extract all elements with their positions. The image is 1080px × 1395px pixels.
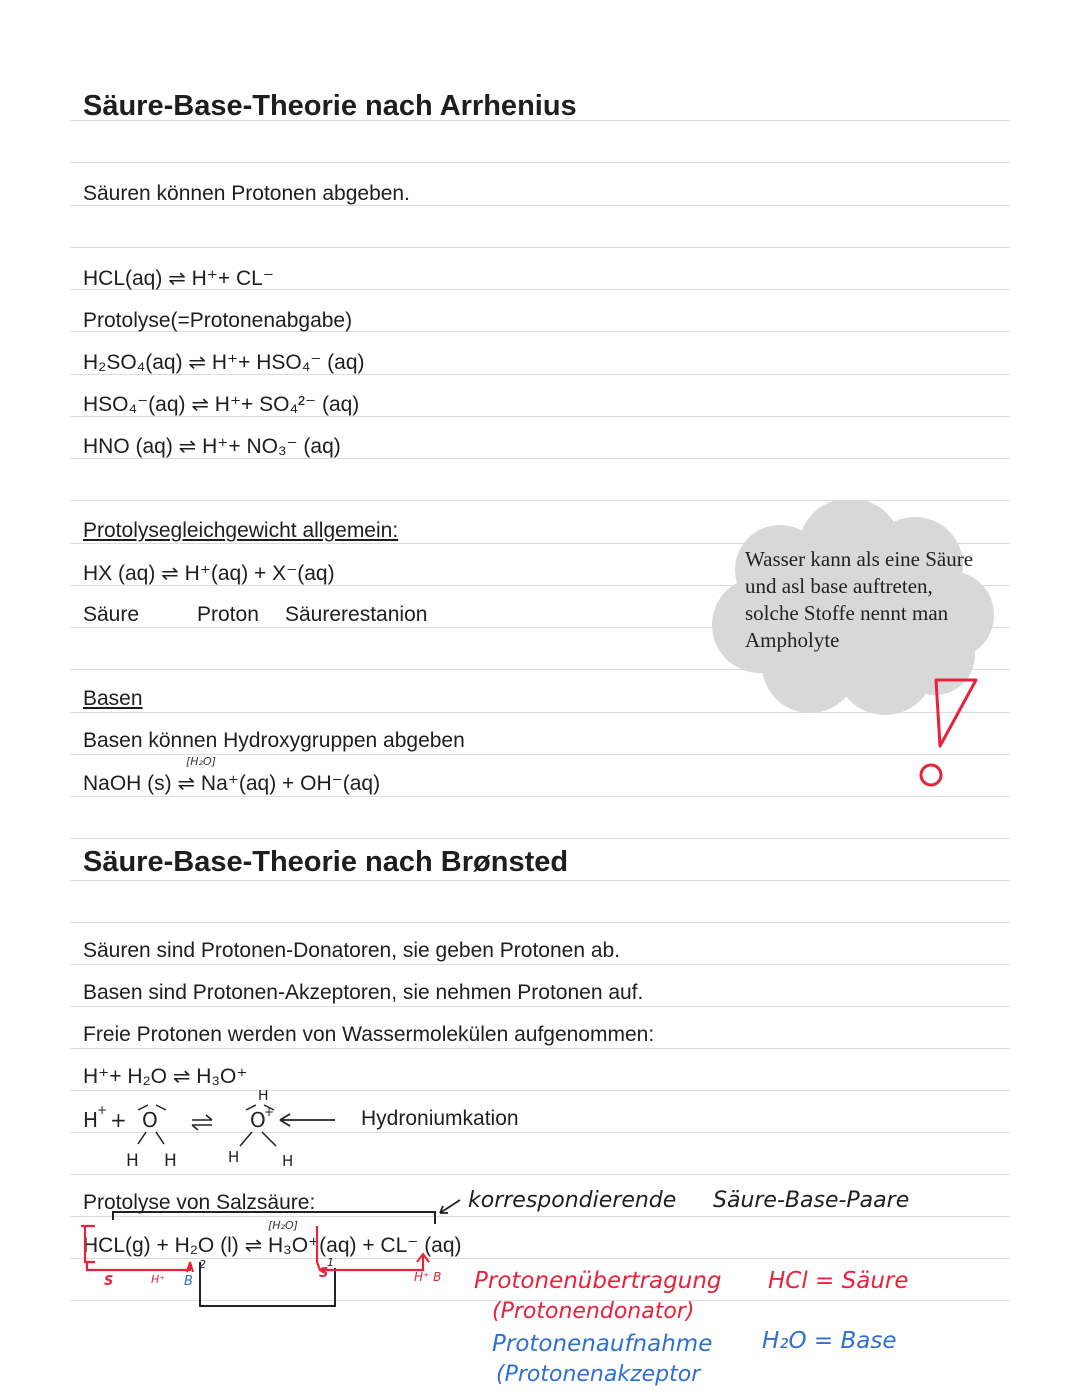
label-index-2: 2 [199,1258,206,1271]
hand-saeure-base-paare: Säure-Base-Paare [713,1188,910,1213]
equation-hydronium: H⁺+ H₂O ⇌ H₃O⁺ [83,1065,248,1088]
bronsted-line-1: Säuren sind Protonen-Donatoren, sie geben Protonen ab. [83,939,621,962]
svg-text:H: H [228,1148,240,1166]
exclamation-icon [918,672,982,794]
salzsaeure-condition: [H₂O] [268,1219,298,1232]
label-index-1: 1 [327,1256,334,1269]
label-s-1: S [104,1274,114,1289]
bronsted-line-3: Freie Protonen werden von Wassermolekülen aufgenommen: [83,1023,655,1046]
hand-h2o-base: H₂O = Base [762,1328,897,1354]
hand-protonenaufnahme: Protonenaufnahme [492,1331,713,1357]
hand-hcl-saeure: HCl = Säure [768,1268,909,1294]
label-acid-anion: Säurerestanion [285,603,428,626]
bases-title: Basen [83,687,143,710]
bronsted-line-2: Basen sind Protonen-Akzeptoren, sie nehmen Protonen auf. [83,981,644,1004]
bronsted-title: Säure-Base-Theorie nach Brønsted [83,846,569,878]
svg-text:H: H [83,1108,99,1132]
note-ampholyte: Wasser kann als eine Säure und asl base auftreten, solche Stoffe nennt man Ampholyte [745,547,974,652]
equation-naoh: NaOH (s) ⇌ Na⁺(aq) + OH⁻(aq) [83,772,381,795]
label-proton: Proton [197,603,259,626]
equation-hno3: HNO (aq) ⇌ H⁺+ NO₃⁻ (aq) [83,435,341,458]
svg-text:H: H [126,1151,139,1170]
label-s-2: S [319,1266,329,1281]
salzsaeure-title: Protolyse von Salzsäure: [83,1191,316,1214]
svg-text:+: + [110,1108,127,1132]
label-b-1: B [184,1274,193,1289]
equation-hso4: HSO₄⁻(aq) ⇌ H⁺+ SO₄²⁻ (aq) [83,393,360,416]
svg-text:H: H [258,1090,269,1104]
svg-text:+: + [97,1103,108,1117]
water-structure-diagram [80,1090,360,1170]
svg-text:O: O [250,1108,266,1132]
arrow-pointer-icon [436,1196,464,1218]
equation-h2so4: H₂SO₄(aq) ⇌ H⁺+ HSO₄⁻ (aq) [83,351,365,374]
bases-text: Basen können Hydroxygruppen abgeben [83,729,465,752]
proton-transfer-brackets [75,1210,475,1310]
equation-hcl: HCL(aq) ⇌ H⁺+ CL⁻ [83,267,274,290]
equation-salzsaeure: HCL(g) + H₂O (l) ⇌ H₃O⁺(aq) + CL⁻ (aq) [83,1234,462,1257]
naoh-condition: [H₂O] [186,755,216,768]
general-equation: HX (aq) ⇌ H⁺(aq) + X⁻(aq) [83,562,335,585]
arrhenius-title: Säure-Base-Theorie nach Arrhenius [83,90,577,122]
label-hplus-b: H⁺ B [414,1270,442,1284]
svg-text:H: H [164,1151,177,1170]
hand-protonendonator: (Protonendonator) [492,1299,695,1324]
label-hplus-1: H⁺ [151,1273,166,1286]
arrhenius-intro: Säuren können Protonen abgeben. [83,182,410,205]
general-equilibrium-title: Protolysegleichgewicht allgemein: [83,519,399,542]
svg-text:+: + [264,1105,275,1119]
svg-text:O: O [142,1108,158,1132]
protolyse-definition: Protolyse(=Protonenabgabe) [83,309,353,332]
hand-protonenakzeptor: (Protonenakzeptor [496,1362,701,1387]
svg-text:H: H [282,1152,294,1170]
hydronium-label: Hydroniumkation [361,1107,519,1130]
hand-protonenuebertragung: Protonenübertragung [474,1268,722,1294]
label-acid: Säure [83,603,140,626]
hand-korrespondierende: korrespondierende [468,1188,677,1213]
